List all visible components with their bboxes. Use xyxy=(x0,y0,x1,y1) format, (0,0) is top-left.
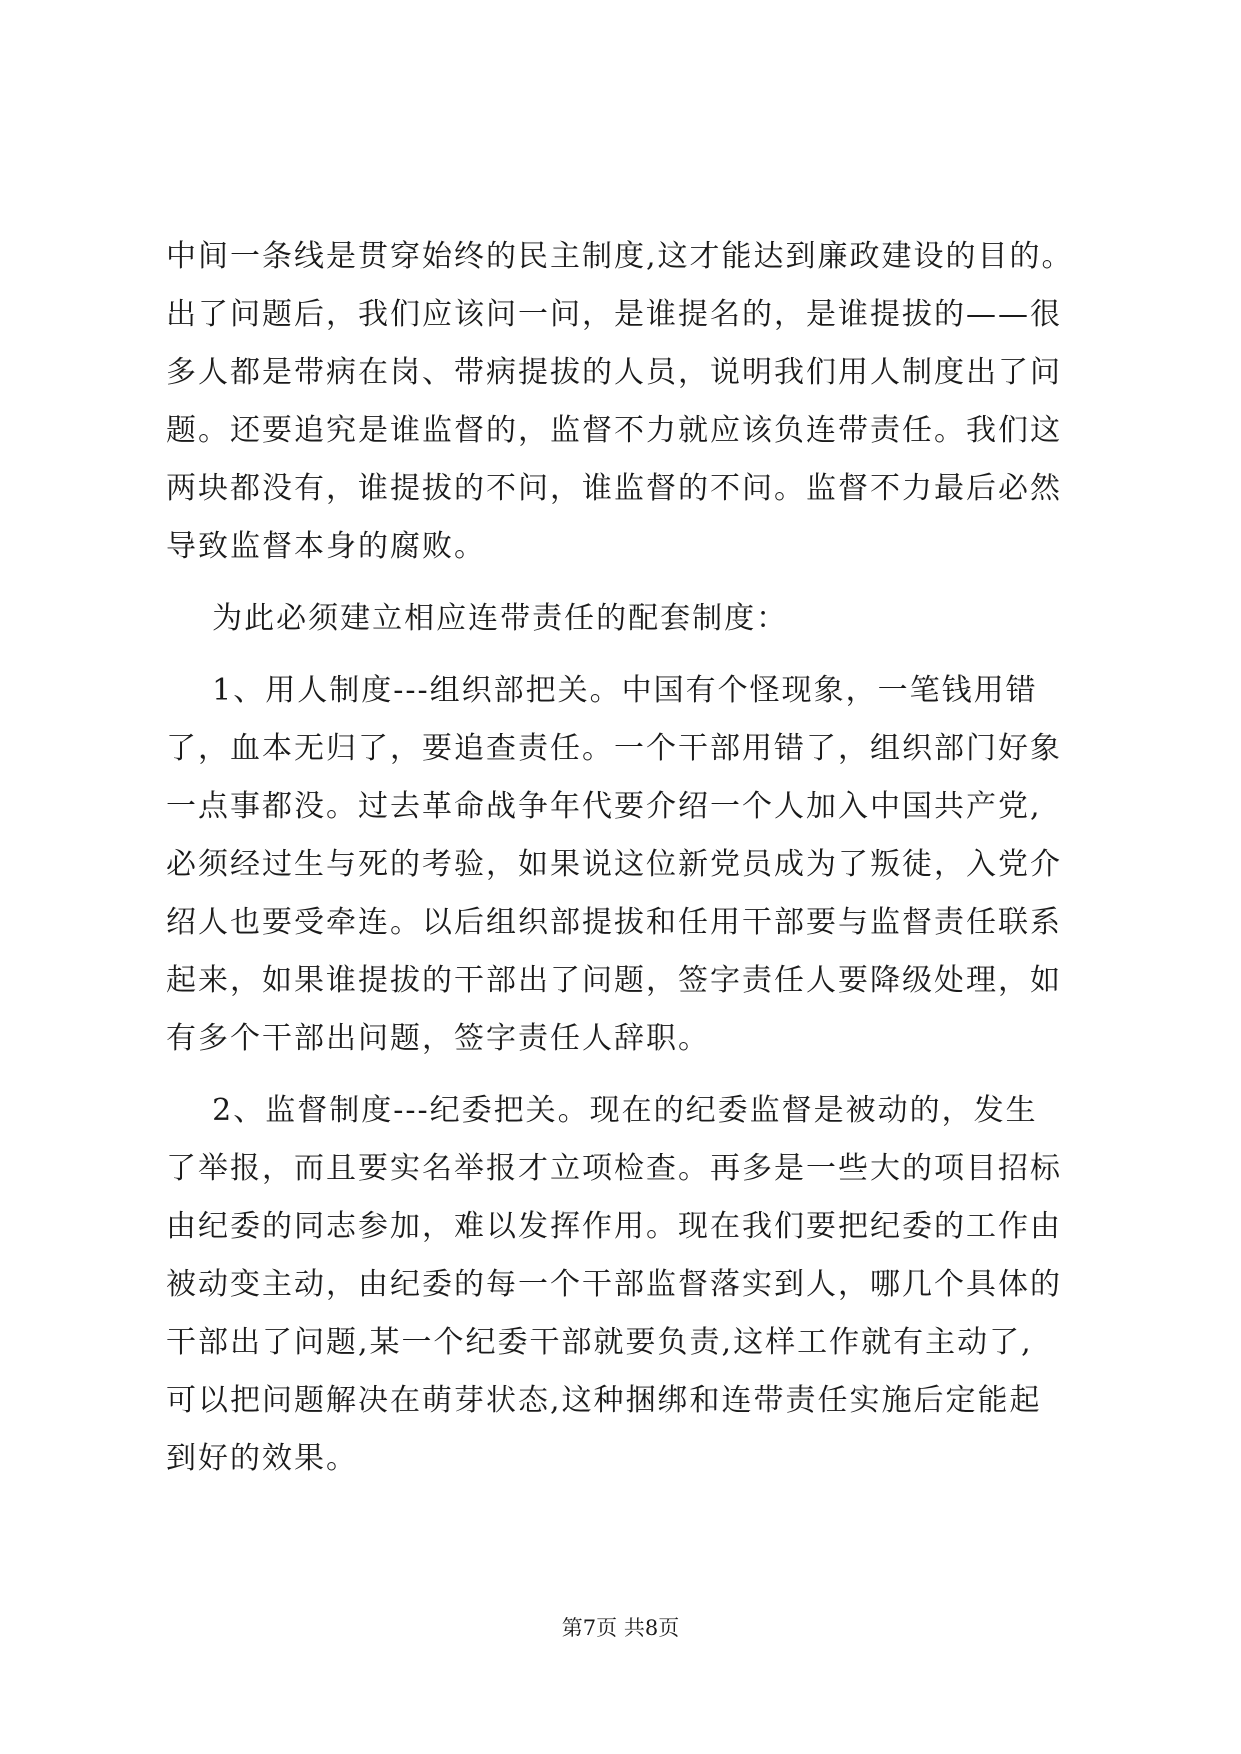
text-line: 一点事都没。过去革命战争年代要介绍一个人加入中国共产党, xyxy=(166,789,1042,824)
body-text xyxy=(166,228,1086,1488)
text-line: 到好的效果。 xyxy=(166,1441,358,1476)
text-line: 起来，如果谁提拔的干部出了问题，签字责任人要降级处理，如 xyxy=(166,963,1062,998)
text-line: 由纪委的同志参加，难以发挥作用。现在我们要把纪委的工作由 xyxy=(166,1209,1062,1244)
text-line: 被动变主动，由纪委的每一个干部监督落实到人，哪几个具体的 xyxy=(166,1267,1062,1302)
text-line: 绍人也要受牵连。以后组织部提拔和任用干部要与监督责任联系 xyxy=(166,905,1062,940)
text-line: 必须经过生与死的考验，如果说这位新党员成为了叛徒，入党介 xyxy=(166,847,1062,882)
text-line: 出了问题后，我们应该问一问，是谁提名的，是谁提拔的——很 xyxy=(166,297,1062,332)
text-line: 2、监督制度---纪委把关。现在的纪委监督是被动的，发生 xyxy=(166,1093,1038,1128)
text-line: 多人都是带病在岗、带病提拔的人员，说明我们用人制度出了问 xyxy=(166,355,1062,390)
text-line: 两块都没有，谁提拔的不问，谁监督的不问。监督不力最后必然 xyxy=(166,471,1062,506)
text-line: 了举报，而且要实名举报才立项检查。再多是一些大的项目招标 xyxy=(166,1151,1062,1186)
paragraph-4 xyxy=(166,1082,1086,1488)
text-line: 中间一条线是贯穿始终的民主制度,这才能达到廉政建设的目的。 xyxy=(166,239,1074,274)
paragraph-2 xyxy=(166,590,1086,648)
page-footer: 第7页 共8页 xyxy=(561,1616,680,1640)
paragraph-spacer xyxy=(166,648,1086,662)
paragraph-1 xyxy=(166,228,1086,576)
text-line: 有多个干部出问题，签字责任人辞职。 xyxy=(166,1021,710,1056)
text-line: 干部出了问题,某一个纪委干部就要负责,这样工作就有主动了, xyxy=(166,1325,1033,1360)
text-line: 导致监督本身的腐败。 xyxy=(166,529,486,564)
text-line: 为此必须建立相应连带责任的配套制度： xyxy=(166,601,789,636)
text-line: 可以把问题解决在萌芽状态,这种捆绑和连带责任实施后定能起 xyxy=(166,1383,1042,1418)
paragraph-spacer xyxy=(166,576,1086,590)
text-line: 题。还要追究是谁监督的，监督不力就应该负连带责任。我们这 xyxy=(166,413,1062,448)
paragraph-3 xyxy=(166,662,1086,1068)
text-line: 1、用人制度---组织部把关。中国有个怪现象，一笔钱用错 xyxy=(166,673,1038,708)
paragraph-spacer xyxy=(166,1068,1086,1082)
text-line: 了，血本无归了，要追查责任。一个干部用错了，组织部门好象 xyxy=(166,731,1062,766)
